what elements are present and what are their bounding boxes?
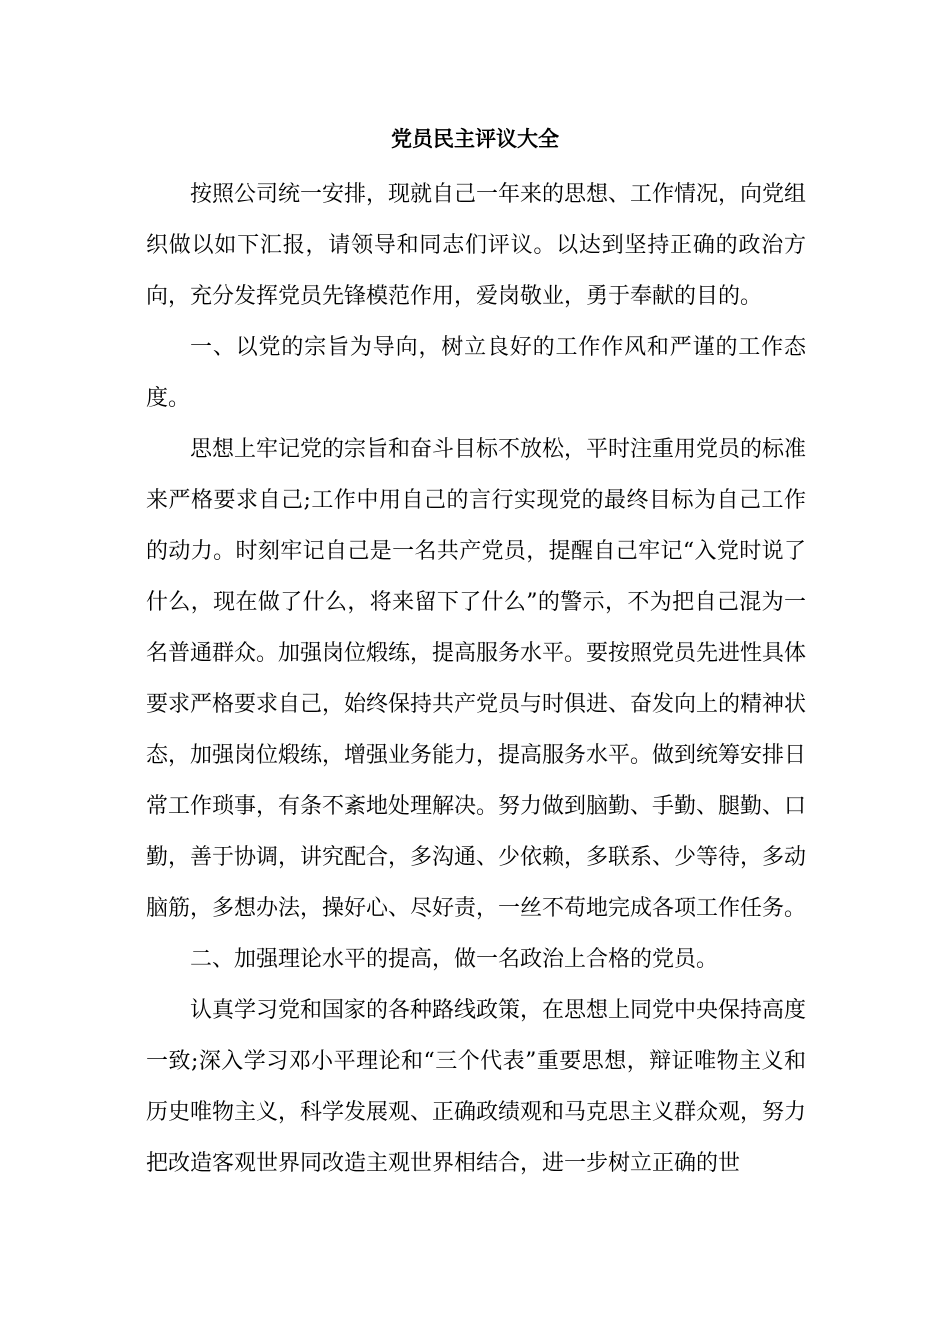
document-body bbox=[146, 169, 806, 1189]
section-heading-2: 二、加强理论水平的提高，做一名政治上合格的党员。 bbox=[190, 947, 719, 972]
section-heading-1: 一、以党的宗旨为导向，树立良好的工作作风和严谨的工作态度。 bbox=[146, 335, 806, 411]
paragraph-intro: 按照公司统一安排，现就自己一年来的思想、工作情况，向党组织做以如下汇报，请领导和同志们评议。以达到坚持正确的政治方向，充分发挥党员先锋模范作用，爱岗敬业，勇于奉献的目的。 bbox=[146, 182, 807, 309]
document-title: 党员民主评议大全 bbox=[391, 127, 559, 151]
paragraph-section-2: 认真学习党和国家的各种路线政策，在思想上同党中央保持高度一致;深入学习邓小平理论和“三个代表”重要思想，辩证唯物主义和历史唯物主义，科学发展观、正确政绩观和马克思主义群众观，努力把改造客观世界同改造主观世界相结合，进一步树立正确的世 bbox=[146, 998, 807, 1176]
paragraph-section-1: 思想上牢记党的宗旨和奋斗目标不放松，平时注重用党员的标准来严格要求自己;工作中用自己的言行实现党的最终目标为自己工作的动力。时刻牢记自己是一名共产党员，提醒自己牢记“入党时说了什么，现在做了什么，将来留下了什么”的警示，不为把自己混为一名普通群众。加强岗位煅练，提高服务水平。要按照党员先进性具体要求严格要求自己，始终保持共产党员与时俱进、奋发向上的精神状态，加强岗位煅练，增强业务能力，提高服务水平。做到统筹安排日常工作琐事，有条不紊地处理解决。努力做到脑勤、手勤、腿勤、口勤，善于协调，讲究配合，多沟通、少依赖，多联系、少等待，多动脑筋，多想办法，操好心、尽好责，一丝不苟地完成各项工作任务。 bbox=[146, 437, 807, 921]
